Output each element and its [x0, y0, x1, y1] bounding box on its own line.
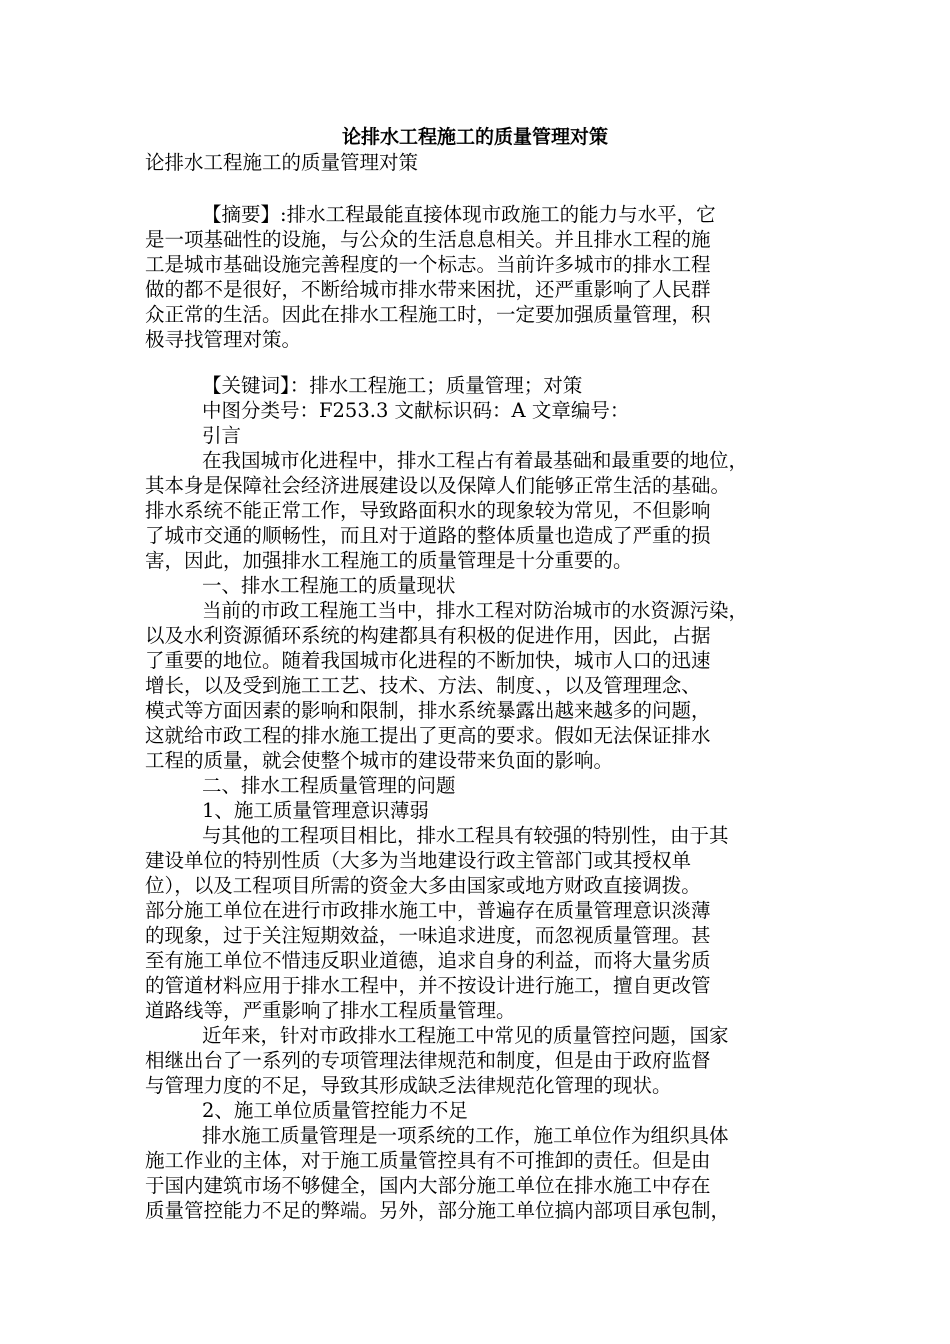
subsection1-line: 至有施工单位不惜违反职业道德，追求自身的利益，而将大量劣质: [145, 949, 711, 972]
section1-line: 增长，以及受到施工工艺、技术、方法、制度、，以及管理理念、: [145, 674, 701, 697]
intro-line: 其本身是保障社会经济进展建设以及保障人们能够正常生活的基础。: [145, 474, 731, 497]
section1-heading: 一、排水工程施工的质量现状: [202, 574, 456, 597]
subsection2-line: 质量管控能力不足的弊端。另外，部分施工单位搞内部项目承包制，: [145, 1199, 731, 1222]
subsection2-line: 排水施工质量管理是一项系统的工作，施工单位作为组织具体: [202, 1124, 729, 1147]
section1-line: 了重要的地位。随着我国城市化进程的不断加快，城市人口的迅速: [145, 649, 711, 672]
section1-line: 当前的市政工程施工当中，排水工程对防治城市的水资源污染，: [202, 599, 749, 622]
document-title: 论排水工程施工的质量管理对策: [341, 126, 608, 148]
subsection2-line: 施工作业的主体，对于施工质量管控具有不可推卸的责任。但是由: [145, 1149, 711, 1172]
subsection1-heading: 1、施工质量管理意识薄弱: [202, 799, 429, 822]
classification-line: 中图分类号：F253.3 文献标识码：A 文章编号：: [202, 399, 630, 422]
abstract-line: 做的都不是很好，不断给城市排水带来困扰，还严重影响了人民群: [145, 278, 711, 301]
section1-line: 以及水利资源循环系统的构建都具有积极的促进作用，因此，占据: [145, 624, 711, 647]
intro-line: 害，因此，加强排水工程施工的质量管理是十分重要的。: [145, 549, 633, 572]
intro-line: 排水系统不能正常工作，导致路面积水的现象较为常见，不但影响: [145, 499, 711, 522]
intro-line: 了城市交通的顺畅性，而且对于道路的整体质量也造成了严重的损: [145, 524, 711, 547]
abstract-line: 极寻找管理对策。: [145, 328, 302, 351]
abstract-line: 众正常的生活。因此在排水工程施工时，一定要加强质量管理，积: [145, 303, 711, 326]
section1-line: 模式等方面因素的影响和限制，排水系统暴露出越来越多的问题，: [145, 699, 711, 722]
subsection2-heading: 2、施工单位质量管控能力不足: [202, 1099, 468, 1122]
subsection2-line: 于国内建筑市场不够健全，国内大部分施工单位在排水施工中存在: [145, 1174, 711, 1197]
intro-heading: 引言: [202, 424, 242, 447]
subsection1-line: 的管道材料应用于排水工程中，并不按设计进行施工，擅自更改管: [145, 974, 711, 997]
subsection1-line: 的现象，过于关注短期效益，一味追求进度，而忽视质量管理。甚: [145, 924, 711, 947]
abstract-line: 是一项基础性的设施，与公众的生活息息相关。并且排水工程的施: [145, 228, 711, 251]
abstract-line: 【摘要】:排水工程最能直接体现市政施工的能力与水平，它: [202, 203, 716, 226]
subsection1-p2-line: 相继出台了一系列的专项管理法律规范和制度，但是由于政府监督: [145, 1049, 711, 1072]
subsection1-line: 与其他的工程项目相比，排水工程具有较强的特别性，由于其: [202, 824, 729, 847]
section1-line: 这就给市政工程的排水施工提出了更高的要求。假如无法保证排水: [145, 724, 711, 747]
keywords-line: 【关键词】：排水工程施工；质量管理；对策: [202, 374, 583, 397]
subsection1-line: 建设单位的特别性质（大多为当地建设行政主管部门或其授权单: [145, 849, 692, 872]
section2-heading: 二、排水工程质量管理的问题: [202, 774, 456, 797]
subsection1-p2-line: 近年来，针对市政排水工程施工中常见的质量管控问题，国家: [202, 1024, 729, 1047]
document-subtitle: 论排水工程施工的质量管理对策: [145, 151, 419, 174]
abstract-line: 工是城市基础设施完善程度的一个标志。当前许多城市的排水工程: [145, 253, 711, 276]
intro-line: 在我国城市化进程中，排水工程占有着最基础和最重要的地位，: [202, 449, 749, 472]
subsection1-line: 位），以及工程项目所需的资金大多由国家或地方财政直接调拨。: [145, 874, 701, 897]
subsection1-p2-line: 与管理力度的不足，导致其形成缺乏法律规范化管理的现状。: [145, 1074, 672, 1097]
section1-line: 工程的质量，就会使整个城市的建设带来负面的影响。: [145, 749, 614, 772]
subsection1-line: 部分施工单位在进行市政排水施工中，普遍存在质量管理意识淡薄: [145, 899, 711, 922]
subsection1-line: 道路线等，严重影响了排水工程质量管理。: [145, 999, 516, 1022]
